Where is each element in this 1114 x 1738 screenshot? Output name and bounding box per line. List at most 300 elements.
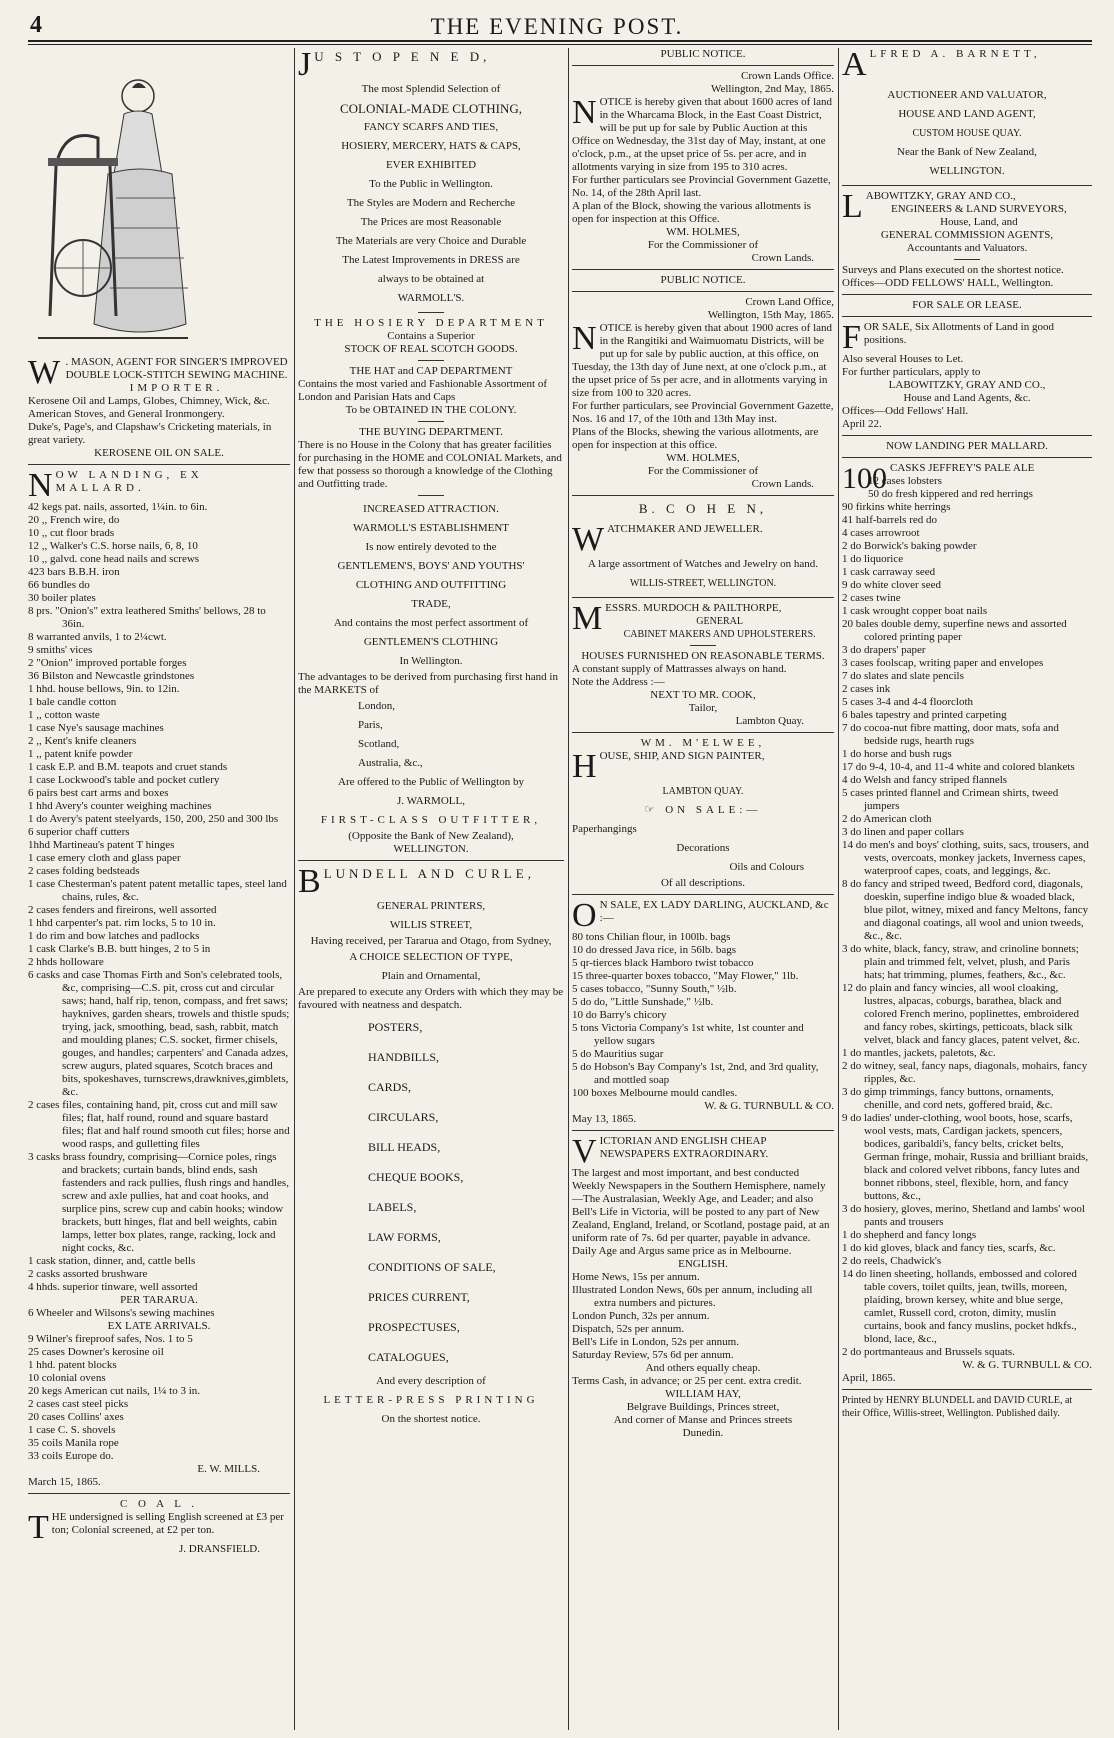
advert-body-line: INCREASED ATTRACTION. [363, 503, 499, 515]
list-item: 1 cask E.P. and B.M. teapots and cruet stands [28, 761, 228, 773]
advert-body-line: Note the Address :— [572, 676, 665, 688]
advert-body-line: GENTLEMEN'S CLOTHING [363, 636, 499, 648]
notice-heading: PUBLIC NOTICE. [660, 274, 746, 286]
advert-body: Contains the most varied and Fashionable Assortment of London and Parisian Hats and Caps [298, 378, 547, 403]
section-rule [842, 185, 1092, 186]
list-item: 8 prs. "Onion's" extra leathered Smiths' bellows, 28 to 36in. [28, 605, 266, 630]
section-rule [842, 294, 1092, 295]
advert-signature: E. W. MILLS. [197, 1463, 260, 1475]
advert-body-line: ☞ ON SALE:— [644, 804, 762, 816]
list-item: 2 ,, Kent's knife cleaners [28, 735, 137, 747]
notice-body: OTICE is hereby given that about 1900 acres of land in the Rangitiki and Waimuomatu Districts, will be put up for sale by public auction, at this office, on Tuesday, the 13th day of June next, at one o'clock p.m., at the upset price of 5s per acre, and in allotments varying in size from 100 to 320 acres. [572, 322, 833, 399]
advert-body-line: WELLINGTON. [393, 843, 469, 855]
list-item: 5 cases 3-4 and 4-4 floorcloth [842, 696, 974, 708]
drop-cap: W [572, 521, 605, 558]
service-item: POSTERS, [368, 1020, 423, 1034]
page-header [0, 0, 1114, 38]
advert-body-line: FIRST-CLASS OUTFITTER, [320, 814, 542, 826]
advert-body-line: STOCK OF REAL SCOTCH GOODS. [344, 343, 518, 355]
advert-subheading: GENERAL [696, 616, 743, 627]
advert-heading: LUNDELL AND CURLE, [323, 866, 535, 881]
advert-heading: OW LANDING, EX MALLARD. [55, 469, 203, 494]
mcelwee-advert [572, 737, 834, 890]
advert-subheading: IMPORTER. [129, 382, 224, 394]
subsection-heading: ENGLISH. [678, 1258, 728, 1270]
advert-heading: ESSRS. MURDOCH & PAILTHORPE, [605, 602, 782, 614]
advert-body-line: ENGINEERS & LAND SURVEYORS, [891, 203, 1067, 215]
advert-body-line: And contains the most perfect assortment of [333, 617, 529, 629]
list-item: 1 ,, cotton waste [28, 709, 100, 721]
column-4 [842, 48, 1092, 1730]
list-item: 6 casks and case Thomas Firth and Son's celebrated tools, &c, comprising—C.S. pit, cross cut and circular saws; hand, half rip, tenon, compass, and fret saws; hayknives, garden shears, trowels and thistle spuds; trying, jack, smoothing, bead, sash, rabbit, match and moulding planes; C.S. socket, firmer chisels, gouges, and handles; carpenters' and Canada adzes, screw augurs, plated squares, Scotch braces and bits, spokeshaves, turnscrews,drawknives,gimblets, &c. [28, 969, 290, 1098]
list-item: 2 cases ink [842, 683, 891, 695]
drop-cap: O [572, 897, 597, 934]
drop-number: 100 [842, 462, 887, 495]
list-item: Illustrated London News, 60s per annum, including all extra numbers and pictures. [572, 1284, 813, 1309]
service-item: CARDS, [368, 1080, 412, 1094]
advert-heading: N SALE, EX LADY DARLING, AUCKLAND, &c :— [599, 899, 829, 924]
section-rule [572, 495, 834, 496]
advert-body-line: GENTLEMEN'S, BOYS' AND YOUTHS' [337, 560, 525, 572]
sale-item: Paperhangings [572, 823, 637, 835]
list-item: 2 do American cloth [842, 813, 932, 825]
list-item: 50 do fresh kippered and red herrings [868, 488, 1033, 500]
advert-address: And corner of Manse and Princes streets [613, 1414, 793, 1426]
section-rule [572, 291, 834, 292]
short-rule [954, 259, 980, 260]
item-list [28, 501, 290, 1294]
market-item: London, [358, 700, 395, 712]
list-item: 2 cases fenders and fireirons, well assorted [28, 904, 217, 916]
section-rule [572, 597, 834, 598]
labowitzky-advert [842, 190, 1092, 290]
list-item: 1 case C. S. shovels [28, 1424, 116, 1436]
list-item: 1 cask wrought copper boat nails [842, 605, 988, 617]
notice-signature: WM. HOLMES, [666, 226, 740, 238]
dept-heading: THE HOSIERY DEPARTMENT [314, 317, 548, 329]
advert-body-line: WILLIS STREET, [389, 919, 473, 931]
mallard-advert [28, 469, 290, 1489]
list-item: 35 coils Manila rope [28, 1437, 119, 1449]
advert-body: A large assortment of Watches and Jewelry on hand. [588, 558, 818, 570]
advert-body-line: House and Land Agents, &c. [903, 392, 1031, 404]
advert-body-line: Is now entirely devoted to the [365, 541, 497, 553]
list-item: 5 do do, "Little Sunshade," ½lb. [572, 996, 714, 1008]
advert-name: WARMOLL'S. [397, 292, 465, 304]
column-divider [294, 48, 295, 1730]
list-item: 33 coils Europe do. [28, 1450, 114, 1462]
list-item: 4 do Welsh and fancy striped flannels [842, 774, 1008, 786]
list-item: 25 cases Downer's kerosine oil [28, 1346, 164, 1358]
list-item: 20 bales double demy, superfine news and assorted colored printing paper [842, 618, 1067, 643]
list-item: 1 ,, patent knife powder [28, 748, 133, 760]
notice-body: For further particulars, see Provincial Government Gazette, Nos. 16 and 17, of the 10th and 13th May inst. [572, 400, 834, 425]
advert-body: Having received, per Tararua and Otago, from Sydney, [310, 935, 552, 947]
section-rule [842, 316, 1092, 317]
market-item: Australia, &c., [358, 757, 423, 769]
list-item: 14 do men's and boys' clothing, suits, sacs, trousers, and vests, overcoats, monkey jackets, Inverness capes, waterproof capes, coats, and leggings, &c. [842, 839, 1089, 877]
advert-body-line: The most Splendid Selection of [361, 83, 501, 95]
short-rule [418, 421, 444, 422]
list-item: 9 smiths' vices [28, 644, 93, 656]
list-item: 6 superior chaff cutters [28, 826, 130, 838]
advert-body-line: The Materials are very Choice and Durable [335, 235, 527, 247]
list-item: 1 case emery cloth and glass paper [28, 852, 181, 864]
list-item: 3 do linen and paper collars [842, 826, 964, 838]
list-item: 80 tons Chilian flour, in 100lb. bags [572, 931, 731, 943]
masthead: THE EVENING POST. [430, 14, 684, 39]
list-item: 8 do fancy and striped tweed, Bedford cord, diagonals, doeskin, superfine indigo blue & woaded black, blue pilot, witney, mixed and fancy Meltons, fancy and diagonal coatings, all wool and union tweeds, &c., &c. [842, 878, 1089, 942]
newspapers-advert [572, 1135, 834, 1440]
advert-heading: LFRED A. BARNETT, [869, 48, 1041, 60]
coal-advert [28, 1498, 290, 1556]
advert-body-line: Near the Bank of New Zealand, [897, 146, 1037, 158]
list-item: 20 kegs American cut nails, 1¼ to 3 in. [28, 1385, 200, 1397]
list-item: Home News, 15s per annum. [572, 1271, 700, 1283]
advert-date: May 13, 1865. [572, 1113, 637, 1125]
list-item: 9 Wilner's fireproof safes, Nos. 1 to 5 [28, 1333, 193, 1345]
list-item: 2 cases folding bedsteads [28, 865, 140, 877]
advert-signature: WILLIAM HAY, [665, 1388, 741, 1400]
advert-body-line: To be OBTAINED IN THE COLONY. [345, 404, 517, 416]
section-rule [28, 464, 290, 465]
advert-body-line: CUSTOM HOUSE QUAY. [912, 128, 1022, 139]
section-rule [842, 457, 1092, 458]
list-item: 5 do Mauritius sugar [572, 1048, 664, 1060]
advert-body-line: The Styles are Modern and Recherche [346, 197, 516, 209]
public-notice-1 [572, 48, 834, 265]
list-item: 12 cases lobsters [868, 475, 942, 487]
advert-body: Terms Cash, in advance; or 25 per cent. extra credit. [572, 1375, 802, 1387]
drop-cap: H [572, 748, 597, 785]
list-item: 1 hhd Avery's counter weighing machines [28, 800, 212, 812]
list-item: 10 ,, cut floor brads [28, 527, 115, 539]
advert-body-line: Also several Houses to Let. [842, 353, 964, 365]
forsale-advert [842, 299, 1092, 431]
service-item: LAW FORMS, [368, 1230, 441, 1244]
service-item: CIRCULARS, [368, 1110, 439, 1124]
advert-address: Lambton Quay. [735, 715, 804, 727]
list-item: 1 do rim and bow latches and padlocks [28, 930, 200, 942]
drop-cap: N [28, 467, 53, 504]
advert-address: LAMBTON QUAY. [662, 786, 744, 797]
advert-heading: ICTORIAN AND ENGLISH CHEAP NEWSPAPERS EXTRAORDINARY. [599, 1135, 769, 1160]
drop-cap: V [572, 1133, 597, 1170]
list-item: 10 colonial ovens [28, 1372, 106, 1384]
notice-signature: Crown Lands. [751, 478, 814, 490]
list-item: 30 boiler plates [28, 592, 96, 604]
service-item: PRICES CURRENT, [368, 1290, 470, 1304]
advert-body: A constant supply of Mattrasses always on hand. [572, 663, 787, 675]
notice-heading: PUBLIC NOTICE. [660, 48, 746, 60]
advert-body-line: House, Land, and [940, 216, 1018, 228]
list-item: 1 cask carraway seed [842, 566, 936, 578]
advert-heading: WM. M'ELWEE, [640, 737, 766, 749]
advert-body-line: LABOWITZKY, GRAY AND CO., [888, 379, 1046, 391]
advert-body: Daily Age and Argus same price as in Melbourne. [572, 1245, 792, 1257]
list-item: 20 ,, French wire, do [28, 514, 120, 526]
list-item: 1 case Chesterman's patent patent metallic tapes, steel land chains, rules, &c. [28, 878, 287, 903]
list-item: 5 do Hobson's Bay Company's 1st, 2nd, and 3rd quality, and mottled soap [572, 1061, 819, 1086]
advert-address: Dunedin. [682, 1427, 724, 1439]
list-item: 7 do slates and slate pencils [842, 670, 964, 682]
advert-address: WILLIS-STREET, WELLINGTON. [629, 578, 777, 589]
advert-name: J. WARMOLL, [397, 795, 465, 807]
notice-office: Crown Land Office, [745, 296, 834, 308]
advert-body: Offices—ODD FELLOWS' HALL, Wellington. [842, 277, 1054, 289]
list-item: London Punch, 32s per annum. [572, 1310, 710, 1322]
subsection-heading: PER TARARUA. [120, 1294, 198, 1306]
list-item: 2 cases twine [842, 592, 901, 604]
column-1 [28, 48, 290, 1730]
advert-body-line: To the Public in Wellington. [369, 178, 493, 190]
header-rule-thin [28, 44, 1092, 45]
list-item: 10 do Barry's chicory [572, 1009, 667, 1021]
advert-body-line: WELLINGTON. [929, 165, 1005, 177]
list-item: 1 hhd. house bellows, 9in. to 12in. [28, 683, 180, 695]
advert-subheading: OUSE, SHIP, AND SIGN PAINTER, [599, 750, 765, 762]
service-item: BILL HEADS, [368, 1140, 441, 1154]
advert-body: The largest and most important, and best conducted Weekly Newspapers in the Southern Hemisphere, namely—The Australasian, Weekly Age, and Leader; and also Bell's Life in Victoria, will be posted to any part of New Zealand, England, Ireland, or Scotland, postage paid, at an uniform rate of 7s. 6d per quarter, payable in advance. [572, 1167, 830, 1244]
advert-body-line: In Wellington. [399, 655, 463, 667]
advert-body-line: LETTER-PRESS PRINTING [323, 1394, 539, 1406]
advert-body: The advantages to be derived from purchasing first hand in the MARKETS of [298, 671, 558, 696]
drop-cap: W [28, 354, 61, 391]
advert-heading: ABOWITZKY, GRAY AND CO., [865, 190, 1016, 202]
cohen-advert [572, 500, 834, 593]
list-item: 1hhd Martineau's patent T hinges [28, 839, 175, 851]
advert-heading: NOW LANDING PER MALLARD. [886, 440, 1048, 452]
drop-cap: J [298, 48, 312, 83]
advert-heading: . MASON, AGENT FOR SINGER'S IMPROVED DOUBLE LOCK-STITCH SEWING MACHINE. [65, 356, 288, 381]
list-item: 8 warranted anvils, 1 to 2¼cwt. [28, 631, 167, 643]
list-item: Saturday Review, 57s 6d per annum. [572, 1349, 734, 1361]
list-item: 42 kegs pat. nails, assorted, 1¼in. to 6in. [28, 501, 208, 513]
list-item: 2 do portmanteaus and Brussels squats. [842, 1346, 1015, 1358]
advert-body: Are prepared to execute any Orders with which they may be favoured with neatness and despatch. [298, 986, 564, 1011]
mallard-advert-2 [842, 440, 1092, 1385]
list-item: 6 bales tapestry and printed carpeting [842, 709, 1007, 721]
drop-cap: F [842, 319, 861, 356]
advert-body-line: TRADE, [411, 598, 451, 610]
advert-body-line: Accountants and Valuators. [906, 242, 1028, 254]
list-item: 6 Wheeler and Wilsons's sewing machines [28, 1307, 215, 1319]
advert-body-line: WARMOLL'S ESTABLISHMENT [352, 522, 510, 534]
list-item: 36 Bilston and Newcastle grindstones [28, 670, 195, 682]
advert-body-line: GENERAL COMMISSION AGENTS, [880, 229, 1054, 241]
list-item: 1 cask station, dinner, and, cattle bells [28, 1255, 196, 1267]
list-item: 423 bars B.B.H. iron [28, 566, 120, 578]
list-item: 5 qr-tierces black Hamboro twist tobacco [572, 957, 754, 969]
sale-item: Of all descriptions. [660, 877, 745, 889]
list-item: 3 do hosiery, gloves, merino, Shetland and lambs' wool pants and trousers [842, 1203, 1085, 1228]
advert-body-line: always to be obtained at [377, 273, 485, 285]
section-rule [298, 860, 564, 861]
list-item: 3 do drapers' paper [842, 644, 926, 656]
list-item: 2 hhds holloware [28, 956, 104, 968]
notice-body: Plans of the Blocks, shewing the various allotments, are open for inspection at this office. [572, 426, 819, 451]
list-item: Bell's Life in London, 52s per annum. [572, 1336, 739, 1348]
list-item: 4 hhds. superior tinware, well assorted [28, 1281, 198, 1293]
notice-date: Wellington, 15th May, 1865. [707, 309, 834, 321]
service-item: HANDBILLS, [368, 1050, 439, 1064]
section-rule [572, 1130, 834, 1131]
warmoll-advert [298, 48, 564, 856]
advert-body-line: Contains a Superior [387, 330, 475, 342]
advert-body-line: COLONIAL-MADE CLOTHING, [340, 101, 522, 116]
advert-subheading: ATCHMAKER AND JEWELLER. [607, 523, 763, 535]
service-item: CATALOGUES, [368, 1350, 449, 1364]
service-item: LABELS, [368, 1200, 417, 1214]
advert-body: Surveys and Plans executed on the shortest notice. [842, 264, 1064, 276]
murdoch-advert [572, 602, 834, 728]
advert-body-line: For further particulars, apply to [842, 366, 981, 378]
drop-cap: M [572, 600, 603, 637]
list-item: 2 do witney, seal, fancy naps, diagonals, mohairs, fancy ripples, &c. [842, 1060, 1088, 1085]
advert-body-line: AUCTIONEER AND VALUATOR, [887, 89, 1047, 101]
list-item: 2 cases files, containing hand, pit, cross cut and mill saw files; flat, half round, round and square bastard files; flat and half round smooth cut files; horse and wood rasps, and gulletting files [28, 1099, 290, 1150]
list-item: 1 do Avery's patent steelyards, 150, 200, 250 and 300 lbs [28, 813, 279, 825]
advert-heading: U S T O P E N E D, [314, 49, 491, 64]
notice-date: Wellington, 2nd May, 1865. [710, 83, 834, 95]
advert-signature: J. DRANSFIELD. [179, 1543, 260, 1555]
list-item: 1 case Nye's sausage machines [28, 722, 164, 734]
advert-body: OR SALE, Six Allotments of Land in good positions. [863, 321, 1054, 346]
list-item: 2 do reels, Chadwick's [842, 1255, 942, 1267]
printers-advert [298, 865, 564, 1429]
service-item: PROSPECTUSES, [368, 1320, 460, 1334]
section-rule [842, 435, 1092, 436]
notice-office: Crown Lands Office. [741, 70, 834, 82]
turnbull-advert-1 [572, 899, 834, 1126]
list-item: 1 bale candle cotton [28, 696, 117, 708]
column-3 [572, 48, 834, 1730]
list-item: 1 do shepherd and fancy longs [842, 1229, 977, 1241]
advert-body-line: HOUSE AND LAND AGENT, [898, 108, 1036, 120]
advert-date: April 22. [842, 418, 882, 430]
list-item: 10 do dressed Java rice, in 56lb. bags [572, 944, 737, 956]
advert-subheading: CABINET MAKERS AND UPHOLSTERERS. [623, 629, 816, 640]
list-item: 1 hhd carpenter's pat. rim locks, 5 to 10 in. [28, 917, 216, 929]
list-item: 10 ,, galvd. cone head nails and screws [28, 553, 200, 565]
advert-body-line: Offices—Odd Fellows' Hall. [842, 405, 969, 417]
drop-cap: N [572, 94, 597, 131]
list-item: 1 do mantles, jackets, paletots, &c. [842, 1047, 996, 1059]
sale-item: Oils and Colours [729, 861, 804, 873]
market-item: Paris, [358, 719, 383, 731]
service-item: CONDITIONS OF SALE, [368, 1260, 496, 1274]
short-rule [418, 312, 444, 313]
advert-body-line: The Latest Improvements in DRESS are [342, 254, 520, 266]
advert-heading: B. C O H E N, [638, 501, 768, 516]
advert-heading: C O A L . [119, 1498, 199, 1510]
notice-signature: For the Commissioner of [647, 239, 759, 251]
advert-body-line: HOUSES FURNISHED ON REASONABLE TERMS. [581, 650, 825, 662]
notice-body: OTICE is hereby given that about 1600 acres of land in the Wharcama Block, in the East Coast District, will be put up for sale by Public Auction at this Office on Wednesday, the 31st day of May, instant, at one o'clock, p.m., at the upset price of 5s. per acre, and in allotments varying in size from 195 to 310 acres. [572, 96, 833, 173]
advert-body-line: Plain and Ornamental, [381, 970, 481, 982]
list-item: 41 half-barrels red do [842, 514, 937, 526]
list-item: 2 "Onion" improved portable forges [28, 657, 187, 669]
advert-body-line: And every description of [376, 1375, 486, 1387]
advert-body-line: (Opposite the Bank of New Zealand), [348, 830, 514, 842]
notice-signature: WM. HOLMES, [666, 452, 740, 464]
list-item: 100 boxes Melbourne mould candles. [572, 1087, 738, 1099]
advert-body-line: GENERAL PRINTERS, [376, 900, 486, 912]
advert-body-line: HOSIERY, MERCERY, HATS & CAPS, [341, 140, 521, 152]
list-item: 1 hhd. patent blocks [28, 1359, 117, 1371]
section-rule [572, 894, 834, 895]
section-rule [842, 1389, 1092, 1390]
notice-body: For further particulars see Provincial Government Gazette, No. 14, of the 28th April last. [572, 174, 831, 199]
drop-cap: L [842, 188, 863, 225]
short-rule [690, 645, 716, 646]
advert-address: NEXT TO MR. COOK, [650, 689, 756, 701]
advert-body: Duke's, Page's, and Clapshaw's Cricketing materials, in great variety. [28, 421, 272, 446]
section-rule [572, 269, 834, 270]
list-item: 3 cases foolscap, writing paper and envelopes [842, 657, 1044, 669]
advert-body: HE undersigned is selling English screened at £3 per ton; Colonial screened, at £2 per ton. [51, 1511, 284, 1536]
service-item: CHEQUE BOOKS, [368, 1170, 464, 1184]
column-2 [298, 48, 564, 1730]
page-number: 4 [30, 12, 42, 38]
list-item: 1 case Lockwood's table and pocket cutlery [28, 774, 220, 786]
list-item: 7 do cocoa-nut fibre matting, door mats, sofa and bedside rugs, hearth rugs [842, 722, 1059, 747]
section-rule [28, 1493, 290, 1494]
mason-advert [28, 352, 290, 460]
advert-footer: KEROSENE OIL ON SALE. [94, 447, 224, 459]
advert-address: Tailor, [688, 702, 718, 714]
list-item: 5 tons Victoria Company's 1st white, 1st counter and yellow sugars [572, 1022, 804, 1047]
advert-body-line: On the shortest notice. [381, 1413, 481, 1425]
list-item: 3 do gimp trimmings, fancy buttons, ornaments, chenille, and cord nets, goffered braid, &c. [842, 1086, 1054, 1111]
list-item: 1 cask Clarke's B.B. butt hinges, 2 to 5 in [28, 943, 211, 955]
advert-signature: W. & G. TURNBULL & CO. [962, 1359, 1092, 1371]
advert-date: April, 1865. [842, 1372, 896, 1384]
drop-cap: B [298, 863, 321, 900]
advert-body-line: And others equally cheap. [645, 1362, 761, 1374]
advert-body-line: The Prices are most Reasonable [360, 216, 502, 228]
list-item: 15 three-quarter boxes tobacco, "May Flower," 1lb. [572, 970, 799, 982]
list-item: 17 do 9-4, 10-4, and 11-4 white and colored blankets [842, 761, 1075, 773]
list-item: 3 do white, black, fancy, straw, and crinoline bonnets; plain and trimmed felt, velvet, plush, and Paris hats; hat trimming, plumes, feathers, &c., &c. [842, 943, 1079, 981]
notice-signature: Crown Lands. [751, 252, 814, 264]
list-item: 12 ,, Walker's C.S. horse nails, 6, 8, 10 [28, 540, 198, 552]
list-item: Dispatch, 52s per annum. [572, 1323, 685, 1335]
short-rule [418, 360, 444, 361]
list-item: 14 do linen sheeting, hollands, embossed and colored table covers, toilet quilts, jean, twills, moreen, plaiding, brown kersey, white and blue serge, camlet, Russell cord, croton, dimity, muslin curtains, book and fancy muslins, pocket hdkfs., blond, lace, &c., [842, 1268, 1077, 1345]
list-item: 5 cases printed flannel and Crimean shirts, tweed jumpers [842, 787, 1059, 812]
subsection-heading: EX LATE ARRIVALS. [107, 1320, 211, 1332]
column-divider [838, 48, 839, 1730]
list-item: 90 firkins white herrings [842, 501, 951, 513]
sewing-machine-illustration [28, 48, 188, 348]
list-item: 9 do white clover seed [842, 579, 941, 591]
column-divider [568, 48, 569, 1730]
advert-body: There is no House in the Colony that has greater facilities for purchasing in the HOME and COLONIAL Markets, and few that possess so thorough a knowledge of the Clothing and Outfitting trade. [298, 439, 562, 490]
public-notice-2 [572, 274, 834, 491]
advert-date: March 15, 1865. [28, 1476, 101, 1488]
advert-body-line: FANCY SCARFS AND TIES, [363, 121, 499, 133]
sale-item: Decorations [676, 842, 730, 854]
list-item: 1 do horse and bush rugs [842, 748, 952, 760]
printer-imprint: Printed by HENRY BLUNDELL and DAVID CURLE, at their Office, Willis-street, Wellington. Published daily. [842, 1395, 1073, 1419]
header-rule [28, 40, 1092, 42]
drop-cap: A [842, 48, 867, 83]
advert-body-line: Are offered to the Public of Wellington by [338, 776, 524, 788]
list-item: 6 pairs best cart arms and boxes [28, 787, 169, 799]
list-item: 12 do plain and fancy wincies, all wool cloaking, lustres, alpacas, coburgs, barathea, black and colored French merino, poplinettes, embroidered and fancy robes, skirtings, petticoats, black silk velvet, black and fancy glaces, patent velvet, &c. [842, 982, 1080, 1046]
list-item: 5 cases tobacco, "Sunny South," ½lb. [572, 983, 737, 995]
